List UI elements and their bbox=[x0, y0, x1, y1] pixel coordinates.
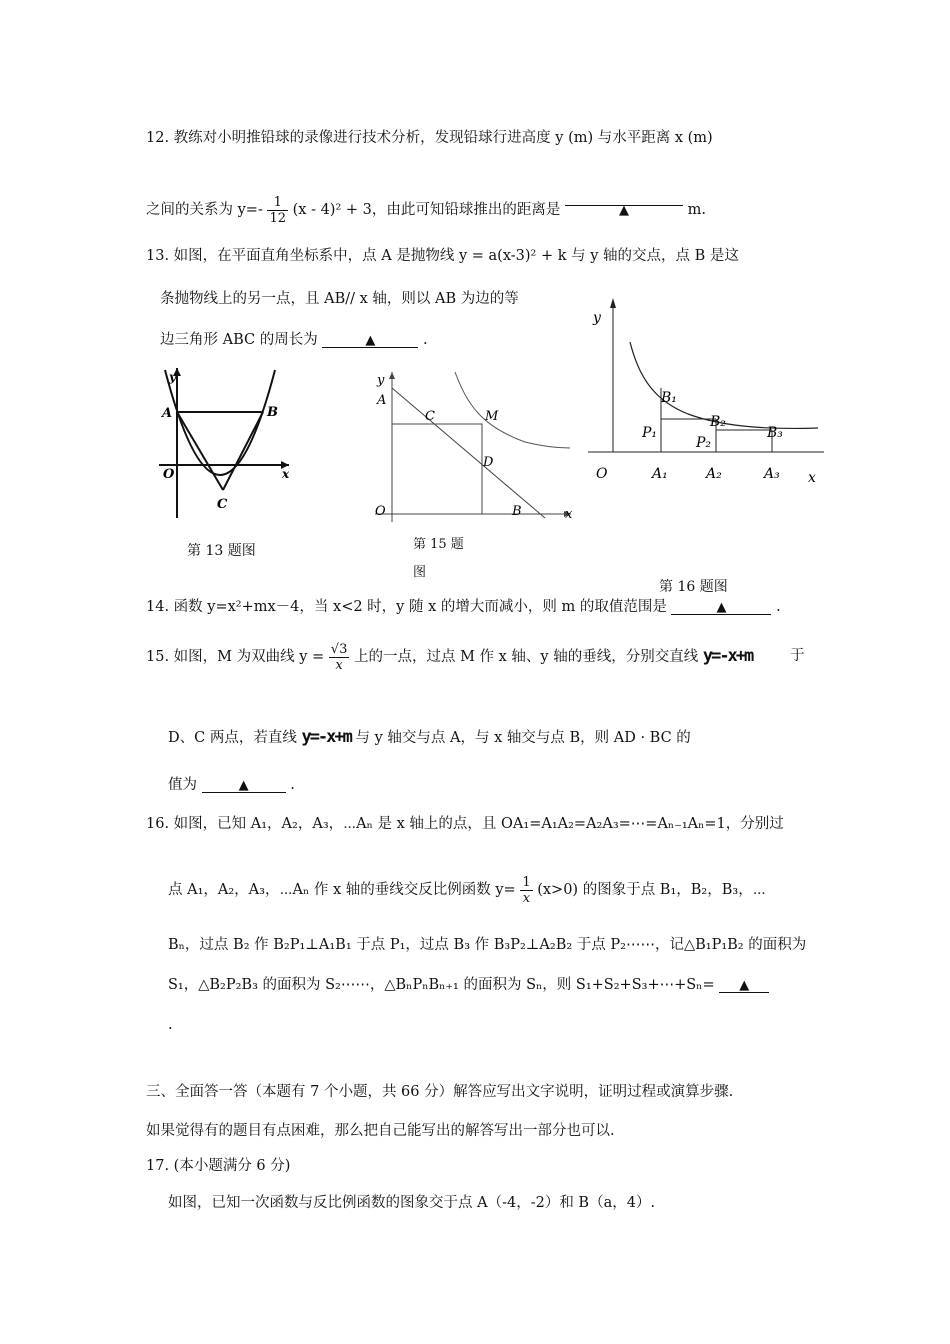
q15-l1-suffix: 于 bbox=[790, 648, 805, 664]
fig13-label-x: x bbox=[282, 467, 290, 481]
q12-blank-marker: ▲ bbox=[618, 203, 629, 218]
q16-line1: 16. 如图，已知 A₁，A₂，A₃，⋯Aₙ 是 x 轴上的点，且 OA₁=A₁A₂=A₂A₃=⋯=Aₙ₋₁Aₙ=1，分别过 bbox=[146, 816, 784, 832]
fig15-caption-line2: 图 bbox=[413, 565, 427, 580]
q15-frac-num: √3 bbox=[330, 641, 348, 657]
fig16-caption: 第 16 题图 bbox=[659, 579, 728, 595]
q16-answer-blank[interactable] bbox=[719, 975, 769, 993]
q12-answer-blank[interactable] bbox=[565, 188, 683, 218]
fig16-label-o: O bbox=[596, 466, 608, 482]
q16-frac-num: 1 bbox=[522, 874, 531, 890]
q12-formula-expr: (x - 4)² + 3，由此可知铅球推出的距离是 bbox=[292, 202, 561, 218]
fig16-label-a2: A₂ bbox=[706, 466, 722, 482]
fig15-line bbox=[392, 388, 545, 518]
q12-line2 bbox=[146, 188, 706, 232]
q12-formula-prefix: 之间的关系为 y=- bbox=[146, 202, 263, 218]
q13-answer-blank[interactable] bbox=[322, 330, 418, 348]
q15-line1 bbox=[146, 636, 752, 676]
fig13-label-c: C bbox=[217, 497, 228, 512]
fig15-label-x: x bbox=[565, 507, 573, 522]
figure-16 bbox=[588, 292, 828, 488]
fig15-rectangle bbox=[392, 424, 482, 514]
q16-l4-text: S₁，△B₂P₂B₃ 的面积为 S₂⋯⋯，△BₙPₙBₙ₊₁ 的面积为 Sₙ，则 S₁+S₂+S₃+⋯+Sₙ= bbox=[168, 977, 715, 993]
q15-l2-prefix: D、C 两点，若直线 bbox=[168, 730, 297, 746]
q13-line2: 条抛物线上的另一点，且 AB// x 轴，则以 AB 为边的等 bbox=[160, 291, 519, 307]
q15-l3-suffix: . bbox=[290, 777, 295, 793]
q15-glitch-formula-2: y=-x+m bbox=[301, 727, 351, 747]
fig15-y-arrow bbox=[389, 372, 395, 379]
fig15-label-c: C bbox=[425, 409, 435, 424]
q16-line3: Bₙ，过点 B₂ 作 B₂P₁⊥A₁B₁ 于点 P₁，过点 B₃ 作 B₃P₂⊥A₂B₂ 于点 P₂⋯⋯，记△B₁P₁B₂ 的面积为 bbox=[168, 937, 807, 953]
figure-15 bbox=[365, 368, 580, 526]
fig13-segment-bc bbox=[223, 412, 263, 490]
q15-l2-suffix: 与 y 轴交与点 A，与 x 轴交与点 B，则 AD · BC 的 bbox=[355, 730, 691, 746]
section3-note: 如果觉得有的题目有点困难，那么把自己能写出的解答写出一部分也可以. bbox=[146, 1123, 615, 1139]
fig15-label-b: B bbox=[512, 504, 522, 519]
fig16-label-p1: P₁ bbox=[642, 425, 658, 441]
q15-l1-prefix: 15. 如图，M 为双曲线 y = bbox=[146, 649, 325, 665]
fig16-label-p2: P₂ bbox=[696, 435, 712, 451]
q15-frac-den: x bbox=[335, 657, 343, 673]
fig15-hyperbola bbox=[455, 372, 570, 448]
fig13-label-y: y bbox=[169, 370, 176, 384]
fig13-label-b: B bbox=[267, 405, 278, 420]
q13-line3-prefix: 边三角形 ABC 的周长为 bbox=[160, 332, 318, 348]
fig15-label-m: M bbox=[485, 409, 499, 424]
q15-fraction bbox=[329, 642, 350, 673]
q16-line2 bbox=[168, 868, 766, 912]
q15-line2 bbox=[168, 727, 691, 748]
q12-unit: m. bbox=[687, 202, 706, 218]
fig13-label-o: O bbox=[163, 467, 175, 482]
fig15-caption-line1: 第 15 题 bbox=[413, 537, 464, 552]
fig15-label-a: A bbox=[377, 393, 387, 408]
q15-line3 bbox=[168, 775, 295, 795]
q15-l3-prefix: 值为 bbox=[168, 777, 197, 793]
q15-blank-marker: ▲ bbox=[238, 778, 249, 793]
fig16-label-a3: A₃ bbox=[764, 466, 780, 482]
q13-line3 bbox=[160, 330, 428, 350]
q15-l1-mid: 上的一点，过点 M 作 x 轴、y 轴的垂线，分别交直线 bbox=[353, 649, 699, 665]
q14-text: 14. 函数 y=x²+mx－4，当 x<2 时，y 随 x 的增大而减小，则 m 的取值范围是 bbox=[146, 599, 667, 615]
fig15-label-y: y bbox=[377, 373, 385, 388]
q16-l2-suffix: (x>0) 的图象于点 B₁，B₂，B₃，⋯ bbox=[537, 882, 766, 898]
fig13-segment-ac bbox=[177, 412, 223, 490]
q13-line3-suffix: . bbox=[422, 332, 428, 348]
q16-frac-den: x bbox=[522, 890, 531, 906]
q14-answer-blank[interactable] bbox=[671, 597, 771, 615]
q13-blank-marker: ▲ bbox=[365, 333, 376, 348]
fig16-label-b3: B₃ bbox=[767, 425, 783, 441]
q15-answer-blank[interactable] bbox=[202, 775, 286, 793]
fig13-caption: 第 13 题图 bbox=[187, 543, 256, 559]
q14-blank-marker: ▲ bbox=[716, 600, 727, 615]
fig16-label-b2: B₂ bbox=[710, 414, 726, 430]
fig16-y-arrow bbox=[610, 298, 616, 308]
fig16-label-b1: B₁ bbox=[661, 390, 677, 406]
q12-frac-num: 1 bbox=[267, 195, 288, 211]
q16-line4 bbox=[168, 975, 769, 995]
fig16-label-a1: A₁ bbox=[652, 466, 668, 482]
q13-line1: 13. 如图，在平面直角坐标系中，点 A 是抛物线 y = a(x-3)² + k 与 y 轴的交点，点 B 是这 bbox=[146, 248, 739, 264]
q15-glitch-formula-1: y=-x+m bbox=[702, 646, 753, 666]
q16-line5: . bbox=[168, 1017, 173, 1033]
fig15-label-o: O bbox=[375, 504, 386, 519]
q16-blank-marker: ▲ bbox=[739, 978, 750, 993]
q17-title: 17. (本小题满分 6 分) bbox=[146, 1158, 291, 1174]
fig13-label-a: A bbox=[162, 406, 173, 421]
q17-line1: 如图，已知一次函数与反比例函数的图象交于点 A（-4，-2）和 B（a，4）. bbox=[168, 1195, 656, 1211]
q16-fraction bbox=[520, 875, 532, 906]
section3-instructions: 三、全面答一答（本题有 7 个小题，共 66 分）解答应写出文字说明，证明过程或演算步骤. bbox=[146, 1084, 734, 1100]
fig15-label-d: D bbox=[483, 455, 494, 470]
figure-13 bbox=[155, 368, 295, 520]
q12-line1: 12. 教练对小明推铅球的录像进行技术分析，发现铅球行进高度 y (m) 与水平距离 x (m) bbox=[146, 130, 713, 146]
q14-suffix: . bbox=[776, 599, 781, 615]
q16-l2-prefix: 点 A₁，A₂，A₃，⋯Aₙ 作 x 轴的垂线交反比例函数 y= bbox=[168, 882, 516, 898]
q12-fraction bbox=[267, 195, 288, 226]
fig16-label-x: x bbox=[808, 470, 816, 486]
fig16-label-y: y bbox=[593, 310, 601, 326]
q12-frac-den: 12 bbox=[269, 210, 287, 226]
q14-line bbox=[146, 597, 781, 617]
